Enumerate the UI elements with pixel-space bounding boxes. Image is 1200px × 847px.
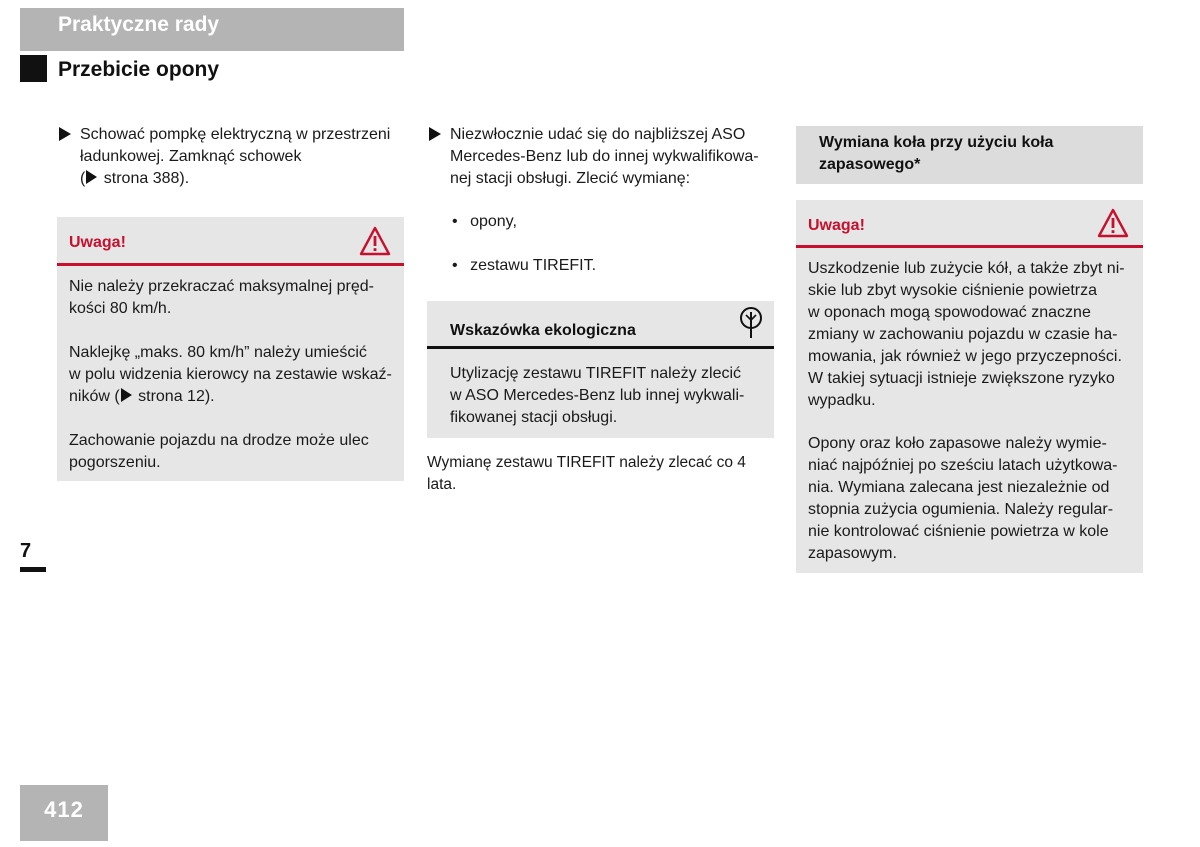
text-line: pogorszeniu. <box>69 454 161 471</box>
heading-line: zapasowego* <box>819 156 921 173</box>
page-reference-triangle-icon <box>121 388 132 402</box>
subsection-heading <box>819 132 1129 176</box>
list-item-text: opony, <box>470 213 517 230</box>
warning-paragraph <box>808 258 1142 412</box>
arrow-right-icon <box>429 127 441 141</box>
text-line: wypadku. <box>808 392 876 409</box>
tree-icon <box>737 306 765 340</box>
warning-title: Uwaga! <box>69 234 126 251</box>
text-line: stopnia zużycia ogumienia. Należy regular- <box>808 501 1114 518</box>
warning-triangle-icon <box>359 226 391 256</box>
page-number: 412 <box>44 797 84 822</box>
step-line: nej stacji obsługi. Zlecić wymianę: <box>450 170 691 187</box>
text-line: w ASO Mercedes-Benz lub innej wykwali- <box>450 387 745 404</box>
text-line: Utylizację zestawu TIREFIT należy zlecić <box>450 365 742 382</box>
text-line: zapasowym. <box>808 545 897 562</box>
page-reference-triangle-icon <box>86 170 97 184</box>
text-line: w polu widzenia kierowcy na zestawie wskaź- <box>69 366 392 383</box>
subsection-heading-box <box>796 126 1143 184</box>
text-line: kości 80 km/h. <box>69 300 172 317</box>
text-line: niać najpóźniej po sześciu latach użytkowa- <box>808 457 1118 474</box>
step-line: ładunkowej. Zamknąć schowek <box>80 148 302 165</box>
eco-tip-divider <box>427 346 774 349</box>
text-line: mowania, jak również w jego przyczepności. <box>808 348 1122 365</box>
text-line: Opony oraz koło zapasowe należy wymie- <box>808 435 1107 452</box>
arrow-right-icon <box>59 127 71 141</box>
list-item <box>452 255 596 277</box>
heading-line: Wymiana koła przy użyciu koła <box>819 134 1054 151</box>
chapter-tab-number: 7 <box>20 540 32 562</box>
eco-tip-title: Wskazówka ekologiczna <box>450 322 636 339</box>
text-line: w oponach mogą spowodować znaczne <box>808 304 1091 321</box>
page-reference-link[interactable]: strona 388). <box>99 170 190 187</box>
step-reference: ( strona 388). <box>80 170 190 187</box>
step-line: Schować pompkę elektryczną w przestrzeni <box>80 126 391 143</box>
text-line: nie kontrolować ciśnienie powietrza w kole <box>808 523 1109 540</box>
eco-tip-text <box>450 363 770 429</box>
warning-title: Uwaga! <box>808 217 865 234</box>
warning-divider <box>57 263 404 266</box>
warning-paragraph <box>69 430 399 474</box>
step-instruction <box>450 124 780 190</box>
page-reference-link[interactable]: strona 12). <box>133 388 215 405</box>
section-title: Przebicie opony <box>58 58 220 81</box>
text-line: Nie należy przekraczać maksymalnej pręd- <box>69 278 374 295</box>
warning-triangle-icon <box>1097 208 1129 238</box>
text-line: Zachowanie pojazdu na drodze może ulec <box>69 432 369 449</box>
warning-divider <box>796 245 1143 248</box>
chapter-title: Praktyczne rady <box>58 13 220 36</box>
bullet: • <box>452 213 458 230</box>
step-line: Niezwłocznie udać się do najbliższej ASO <box>450 126 746 143</box>
warning-paragraph <box>69 342 403 408</box>
text-line: Naklejkę „maks. 80 km/h” należy umieścić <box>69 344 367 361</box>
warning-paragraph <box>808 433 1142 565</box>
warning-paragraph <box>69 276 399 320</box>
tirefit-replacement-note: Wymianę zestawu TIREFIT należy zlecać co 4 lata. <box>427 454 746 493</box>
text-line: Uszkodzenie lub zużycie kół, a także zbyt ni- <box>808 260 1125 277</box>
list-item <box>452 211 517 233</box>
text-line: fikowanej stacji obsługi. <box>450 409 618 426</box>
text-line: zmiany w zachowaniu pojazdu w czasie ha- <box>808 326 1118 343</box>
text-line: nia. Wymiana zalecana jest niezależnie od <box>808 479 1110 496</box>
text-line: ników ( strona 12). <box>69 388 215 405</box>
section-marker <box>20 55 47 82</box>
text-line: W takiej sytuacji istnieje zwiększone ryzyko <box>808 370 1115 387</box>
eco-tip-box <box>427 301 774 438</box>
text-line: skie lub zbyt wysokie ciśnienie powietrza <box>808 282 1098 299</box>
step-instruction <box>80 124 410 190</box>
chapter-tab-underline <box>20 567 46 572</box>
warning-box <box>796 200 1143 573</box>
bullet: • <box>452 257 458 274</box>
step-line: Mercedes-Benz lub do innej wykwalifikowa- <box>450 148 759 165</box>
warning-box <box>57 217 404 481</box>
list-item-text: zestawu TIREFIT. <box>470 257 597 274</box>
